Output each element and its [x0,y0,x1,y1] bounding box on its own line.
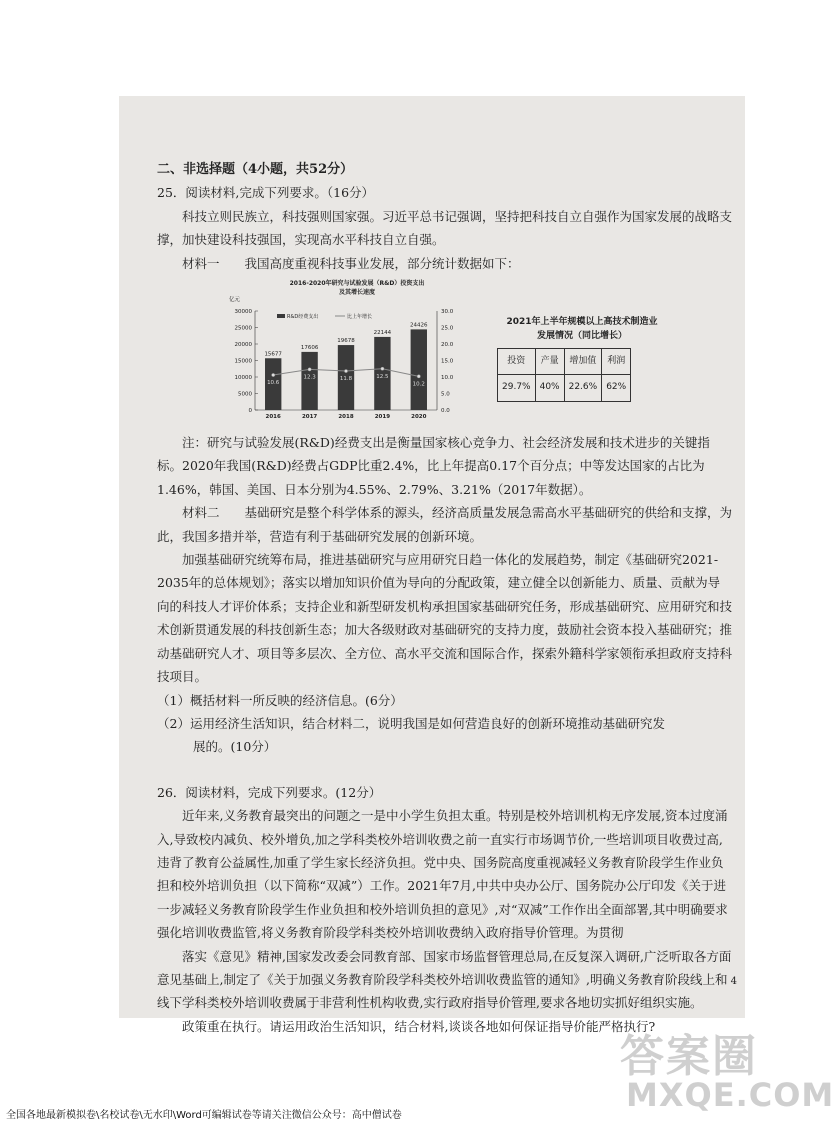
table-cell: 22.6% [564,375,602,401]
growth-value-label: 12.3 [303,374,316,381]
growth-point [417,375,420,378]
x-tick-label: 2017 [301,414,318,421]
q25-material2-detail: 加强基础研究统筹布局，推进基础研究与应用研究日趋一体化的发展趋势，制定《基础研究2021-2035年的总体规划》；落实以增加知识价值为导向的分配政策，建立健全以创新能力、质量、贡献为导向的科技人才评价体系；支持企业和新型研发机构承担国家基础研究任务，形成基础研究、应用研究和技术创新贯通发展的科技创新生态；加大各级财政对基础研究的支持力度，鼓励社会资本投入基础研究；推动基础研究人才、项目等多层次、全方位、高水平交流和国际合作，探索外籍科学家领衔承担政府支持科技项目。 [157,552,733,685]
y-tick-label-left: 20000 [234,342,252,349]
table-header: 增加值 [564,349,602,375]
q25-subquestion-1: （1）概括材料一所反映的经济信息。(6分） [157,692,403,708]
y-tick-label-left: 5000 [238,391,252,398]
exam-content [157,158,732,1038]
legend-line-label: 比上年增长 [347,314,373,321]
high-tech-table [487,315,677,402]
q25-material1-lead: 材料一 我国高度重视科技事业发展，部分统计数据如下： [182,255,520,271]
q26-paragraph-2: 落实《意见》精神,国家发改委会同教育部、国家市场监督管理总局,在反复深入调研,广泛听取各方面意见基础上,制定了《关于加强义务教育阶段学科类校外培训收费监管的通知》,明确义务教育阶段线上和线下学科类校外培训收费属于非营利性机构收费,实行政府指导价管理,要求各地切实抓好组织实施。 [157,948,732,1011]
bar-value-label: 15677 [264,351,282,358]
exam-paper [119,96,745,1034]
chart-title-line2: 及其增长速度 [338,289,376,297]
bar-value-label: 17606 [300,344,319,351]
site-watermark-logo [620,1020,834,1114]
bar-value-label: 22144 [373,329,392,336]
page-number: 4 [730,976,737,987]
growth-point [272,373,275,376]
q26-title: 26．阅读材料，完成下列要求。(12分） [157,784,382,800]
y-tick-label-left: 10000 [234,375,252,382]
table-cell: 62% [602,375,631,401]
q25-title: 25．阅读材料,完成下列要求。（16分） [157,185,375,201]
q26-question: 政策重在执行。请运用政治生活知识，结合材料,谈谈各地如何保证指导价能严格执行? [182,1018,656,1034]
q25-subquestion-2-cont: 展的。(10分） [193,739,277,755]
table-header: 投资 [498,349,536,375]
q25-subquestion-2: （2）运用经济生活知识，结合材料二，说明我国是如何营造良好的创新环境推动基础研究发 [157,715,665,731]
y-tick-label-right: 20.0 [441,342,454,349]
x-tick-label: 2016 [265,414,281,421]
bar [411,329,427,410]
y-tick-label-left: 15000 [234,358,252,365]
material1-figures [157,277,732,425]
legend-bar-label: R&D经费支出 [287,314,319,321]
y-tick-label-left: 25000 [234,325,252,332]
table-title-line2: 发展情况（同比增长） [536,331,627,342]
table-cell: 40% [535,375,564,401]
y-tick-label-right: 0.0 [441,408,450,415]
growth-point [381,367,384,370]
growth-table [497,348,631,402]
x-tick-label: 2018 [338,414,354,421]
table-header: 利润 [602,349,631,375]
watermark-bottom: MXQE.COM [626,1076,834,1114]
rd-investment-chart [225,277,475,425]
table-title-line1: 2021年上半年规模以上高技术制造业 [506,317,658,328]
x-tick-label: 2020 [411,414,427,421]
legend-bar-swatch [277,314,285,318]
q25-intro: 科技立则民族立，科技强则国家强。习近平总书记强调，坚持把科技自立自强作为国家发展的战略支撑，加快建设科技强国，实现高水平科技自立自强。 [157,208,733,248]
growth-point [344,369,347,372]
y-tick-label-left: 30000 [234,309,252,316]
y-tick-label-left: 0 [248,408,252,415]
bar-value-label: 24426 [410,322,428,329]
footer-note: 全国各地最新模拟卷\名校试卷\无水印\Word可编辑试卷等请关注微信公众号：高中僧试卷 [6,1110,402,1121]
x-tick-label: 2019 [374,414,391,421]
growth-point [308,368,311,371]
y-tick-label-right: 30.0 [441,309,454,316]
chart-y-unit: 亿元 [229,297,241,304]
growth-value-label: 12.5 [376,373,389,380]
table-header: 产量 [535,349,564,375]
y-tick-label-right: 25.0 [441,325,454,332]
growth-value-label: 10.6 [267,380,280,387]
y-tick-label-right: 10.0 [441,375,454,382]
y-tick-label-right: 15.0 [441,358,454,365]
section-heading: 二、非选择题（4小题，共52分） [157,162,354,177]
q25-note: 注：研究与试验发展(R&D)经费支出是衡量国家核心竞争力、社会经济发展和技术进步的关键指标。2020年我国(R&D)经费占GDP比重2.4%，比上年提高0.17个百分点；中等发达国家的占比为1.46%，韩国、美国、日本分别为4.55%、2.79%、3.21%（2017年数据）。 [157,435,710,497]
bar [301,352,317,410]
table-cell: 29.7% [498,375,536,401]
y-tick-label-right: 5.0 [441,391,450,398]
bar-value-label: 19678 [337,338,355,345]
watermark-top: 答案圈 [620,1031,758,1082]
chart-title-line1: 2016-2020年研究与试验发展（R&D）投资支出 [289,280,425,288]
q26-paragraph-1: 近年来,义务教育最突出的问题之一是中小学生负担太重。特别是校外培训机构无序发展,资本过度涌入,导致校内减负、校外增负,加之学科类校外培训收费之前一直实行市场调节价,一些培训项目收费过高,违背了教育公益属性,加重了学生家长经济负担。党中央、国务院高度重视减轻义务教育阶段学生作业负担和校外培训负担（以下简称“双减”）工作。2021年7月,中共中央办公厅、国务院办公厅印发《关于进一步减轻义务教育阶段学生作业负担和校外培训负担的意见》,对“双减”工作作出全面部署,其中明确要求强化培训收费监管,将义务教育阶段学科类校外培训收费纳入政府指导价管理。为贯彻 [157,808,728,941]
growth-value-label: 10.2 [412,381,425,388]
q25-material2: 材料二 基础研究是整个科学体系的源头，经济高质量发展急需高水平基础研究的供给和支撑，为此，我国多措并举，营造有利于基础研究发展的创新环境。 [157,505,733,544]
growth-value-label: 11.8 [339,376,353,383]
